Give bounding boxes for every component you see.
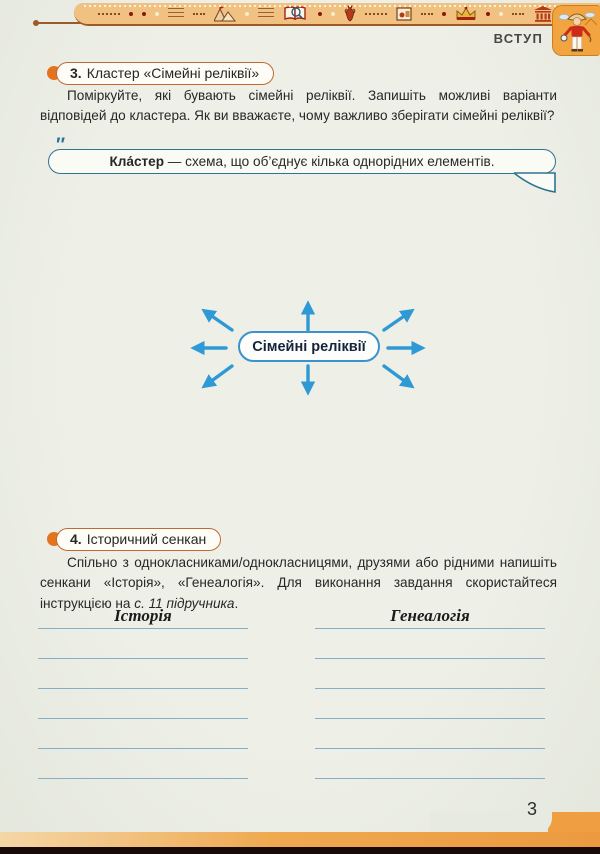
column-history — [38, 607, 248, 779]
task4-header — [56, 527, 221, 551]
task4-body-start: Спільно з однокласниками/однокласницями, друзями або рідними напишіть сенкани «Історія», «Генеалогія». Для виконання завдання скористайтеся інструкцією на — [40, 555, 557, 611]
chapter-corner-tab — [552, 5, 600, 56]
column-genealogy — [315, 607, 545, 779]
task3-header — [56, 61, 274, 85]
writing-line — [315, 629, 545, 659]
dot-ornament — [318, 12, 322, 16]
task3-number: 3. — [70, 64, 82, 81]
writing-line — [38, 749, 248, 779]
top-banner — [74, 3, 600, 26]
text-lines-ornament — [258, 8, 274, 19]
speech-bubble-tail — [514, 172, 560, 196]
book-magnifier-icon — [283, 5, 309, 22]
writing-line — [38, 689, 248, 719]
text-lines-ornament — [168, 8, 184, 19]
definition-text: — схема, що об’єднує кілька однорідних елементів. — [164, 154, 495, 169]
page-title: ВСТУП — [493, 31, 543, 46]
dot-ornament — [499, 12, 503, 16]
crown-icon — [455, 6, 477, 21]
task3-body: Поміркуйте, які бувають сімейні реліквії. Запишіть можливі варіанти відповідей до кластера. Як ви вважаєте, чому важливо зберігати сімейні реліквії? — [40, 88, 557, 124]
dotted-divider — [421, 13, 433, 15]
amphora-icon — [344, 5, 356, 22]
banner-lead-line — [38, 22, 84, 24]
definition-box — [48, 149, 556, 174]
writing-line — [315, 659, 545, 689]
dot-ornament — [331, 12, 335, 16]
writing-line — [38, 629, 248, 659]
dot-ornament — [486, 12, 490, 16]
task4-body-end: . — [234, 595, 239, 611]
page-number: 3 — [527, 799, 538, 819]
writing-line — [315, 719, 545, 749]
task3-title-box — [56, 62, 274, 85]
task4-title: Історичний сенкан — [86, 530, 207, 547]
column-genealogy-lines — [315, 629, 545, 779]
task3-title: Кластер «Сімейні реліквії» — [86, 64, 260, 81]
task4-title-box — [56, 528, 221, 551]
task4-page-reference: с. 11 підручника — [134, 595, 235, 611]
writing-line — [38, 719, 248, 749]
column-history-lines — [38, 629, 248, 779]
dotted-divider — [98, 13, 120, 15]
dotted-divider — [512, 13, 524, 15]
dotted-divider — [193, 13, 205, 15]
writing-line — [38, 659, 248, 689]
definition-term: Кла́стер — [109, 154, 165, 169]
quote-mark-icon: ″ — [55, 135, 65, 156]
dot-ornament — [442, 12, 446, 16]
artifact-box-icon — [396, 7, 412, 21]
writing-line — [315, 749, 545, 779]
cluster-center-node: Сімейні реліквії — [238, 331, 380, 362]
column-history-title: Історія — [38, 607, 248, 629]
temple-icon — [533, 6, 553, 22]
dot-ornament — [245, 12, 249, 16]
writing-line — [315, 689, 545, 719]
task4-number: 4. — [70, 530, 82, 547]
footer-dark-strip — [0, 847, 600, 854]
pyramids-icon — [214, 6, 236, 22]
dotted-divider — [365, 13, 387, 15]
dot-ornament — [142, 12, 146, 16]
dot-ornament — [129, 12, 133, 16]
explorer-figure-icon — [557, 9, 597, 53]
column-genealogy-title: Генеалогія — [315, 607, 545, 629]
footer-band — [0, 832, 600, 848]
dot-ornament — [155, 12, 159, 16]
